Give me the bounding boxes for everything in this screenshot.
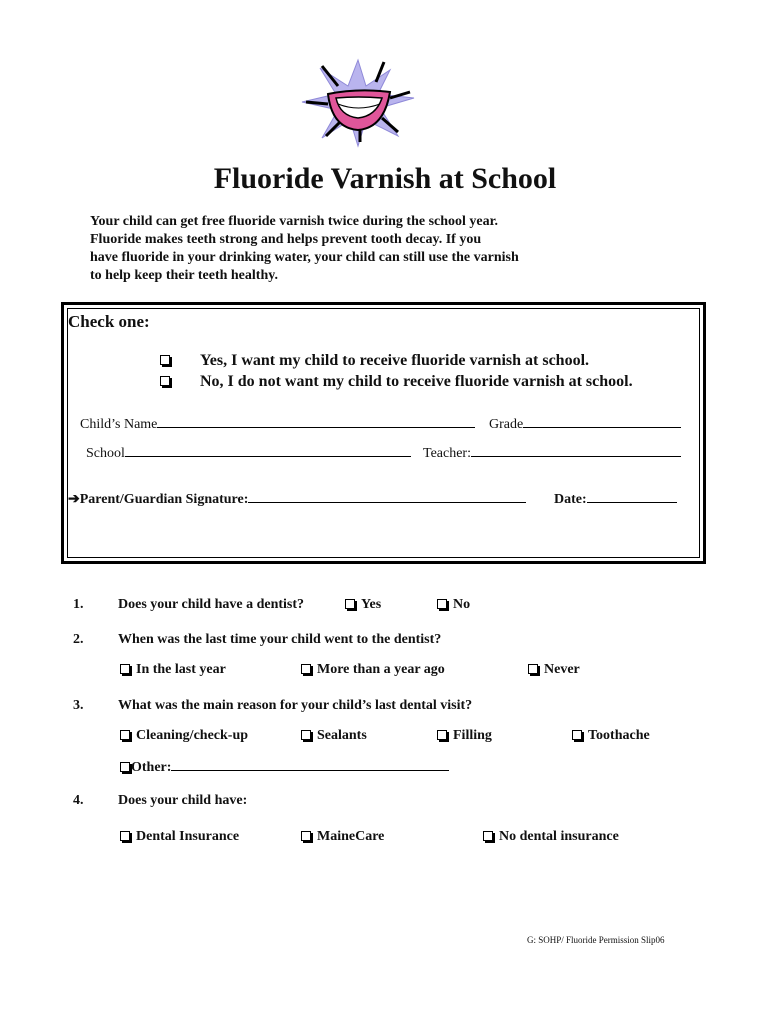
q4-option-no-insurance[interactable]: [483, 829, 619, 845]
option-label: No: [453, 597, 471, 612]
checkbox[interactable]: [301, 831, 311, 841]
question-number: 3.: [73, 698, 84, 713]
q3-option-filling[interactable]: [437, 728, 492, 744]
option-label: Filling: [453, 728, 492, 743]
other-line[interactable]: [171, 758, 449, 771]
q3-option-toothache[interactable]: [572, 728, 650, 744]
teacher-label: Teacher:: [423, 446, 471, 461]
grade-line[interactable]: [523, 415, 681, 428]
child-name-label: Child’s Name: [80, 417, 158, 432]
option-label: Never: [544, 662, 580, 677]
teacher-field[interactable]: [423, 444, 681, 462]
question-1-text: Does your child have a dentist?: [118, 597, 305, 612]
grade-field[interactable]: [489, 415, 681, 433]
checkbox[interactable]: [301, 664, 311, 674]
date-line[interactable]: [587, 490, 677, 503]
date-field[interactable]: [554, 490, 677, 508]
question-2-text: When was the last time your child went to the dentist?: [118, 632, 442, 647]
question-4-text: Does your child have:: [118, 793, 248, 808]
footer-reference: G: SOHP/ Fluoride Permission Slip06: [527, 935, 665, 945]
question-number: 4.: [73, 793, 84, 808]
option-label: Sealants: [317, 728, 367, 743]
consent-no-label: No, I do not want my child to receive fluoride varnish at school.: [200, 373, 633, 390]
smile-logo-icon: [298, 58, 418, 148]
option-label: Dental Insurance: [136, 829, 240, 844]
option-label: No dental insurance: [499, 829, 619, 844]
date-label: Date:: [554, 492, 587, 507]
option-label: In the last year: [136, 662, 226, 677]
q2-option-last-year[interactable]: [120, 662, 226, 678]
school-line[interactable]: [125, 444, 411, 457]
signature-line[interactable]: [248, 490, 526, 503]
q1-option-no[interactable]: [437, 597, 470, 613]
check-one-heading: Check one:: [68, 312, 150, 331]
consent-yes-option[interactable]: [160, 352, 589, 370]
checkbox[interactable]: [120, 730, 130, 740]
q1-option-yes[interactable]: [345, 597, 381, 613]
question-3-text: What was the main reason for your child’s last dental visit?: [118, 698, 473, 713]
checkbox-yes[interactable]: [160, 355, 170, 365]
child-name-line[interactable]: [157, 415, 475, 428]
option-label: Toothache: [588, 728, 650, 743]
signature-label: Parent/Guardian Signature:: [79, 492, 249, 507]
school-label: School: [86, 446, 125, 461]
q2-option-more-than-year[interactable]: [301, 662, 445, 678]
option-label: Other:: [131, 760, 172, 775]
school-field[interactable]: [86, 444, 411, 462]
q3-option-other[interactable]: [120, 758, 449, 776]
option-label: MaineCare: [317, 829, 385, 844]
checkbox[interactable]: [345, 599, 355, 609]
grade-label: Grade: [489, 417, 524, 432]
checkbox[interactable]: [301, 730, 311, 740]
q4-option-dental-insurance[interactable]: [120, 829, 239, 845]
intro-paragraph: [90, 213, 570, 285]
q3-option-cleaning[interactable]: [120, 728, 248, 744]
question-number: 2.: [73, 632, 84, 647]
child-name-field[interactable]: [80, 415, 475, 433]
checkbox[interactable]: [437, 599, 447, 609]
intro-line: to help keep their teeth healthy.: [90, 268, 278, 283]
option-label: Cleaning/check-up: [136, 728, 249, 743]
option-label: Yes: [361, 597, 382, 612]
checkbox[interactable]: [437, 730, 447, 740]
checkbox[interactable]: [120, 831, 130, 841]
consent-box-inner: [67, 308, 700, 558]
checkbox[interactable]: [120, 664, 130, 674]
checkbox[interactable]: [120, 762, 130, 772]
signature-field[interactable]: [68, 490, 526, 508]
question-number: 1.: [73, 597, 84, 612]
q2-option-never[interactable]: [528, 662, 580, 678]
q4-option-mainecare[interactable]: [301, 829, 384, 845]
q3-option-sealants[interactable]: [301, 728, 367, 744]
intro-line: Fluoride makes teeth strong and helps prevent tooth decay. If you: [90, 232, 482, 247]
checkbox[interactable]: [483, 831, 493, 841]
page-title: Fluoride Varnish at School: [213, 162, 557, 195]
consent-yes-label: Yes, I want my child to receive fluoride varnish at school.: [200, 352, 590, 369]
checkbox-no[interactable]: [160, 376, 170, 386]
intro-line: Your child can get free fluoride varnish twice during the school year.: [90, 214, 499, 229]
teacher-line[interactable]: [471, 444, 681, 457]
intro-line: have fluoride in your drinking water, your child can still use the varnish: [90, 250, 519, 265]
checkbox[interactable]: [572, 730, 582, 740]
checkbox[interactable]: [528, 664, 538, 674]
option-label: More than a year ago: [317, 662, 445, 677]
consent-no-option[interactable]: [160, 373, 633, 391]
arrow-icon: ➔: [68, 492, 80, 507]
